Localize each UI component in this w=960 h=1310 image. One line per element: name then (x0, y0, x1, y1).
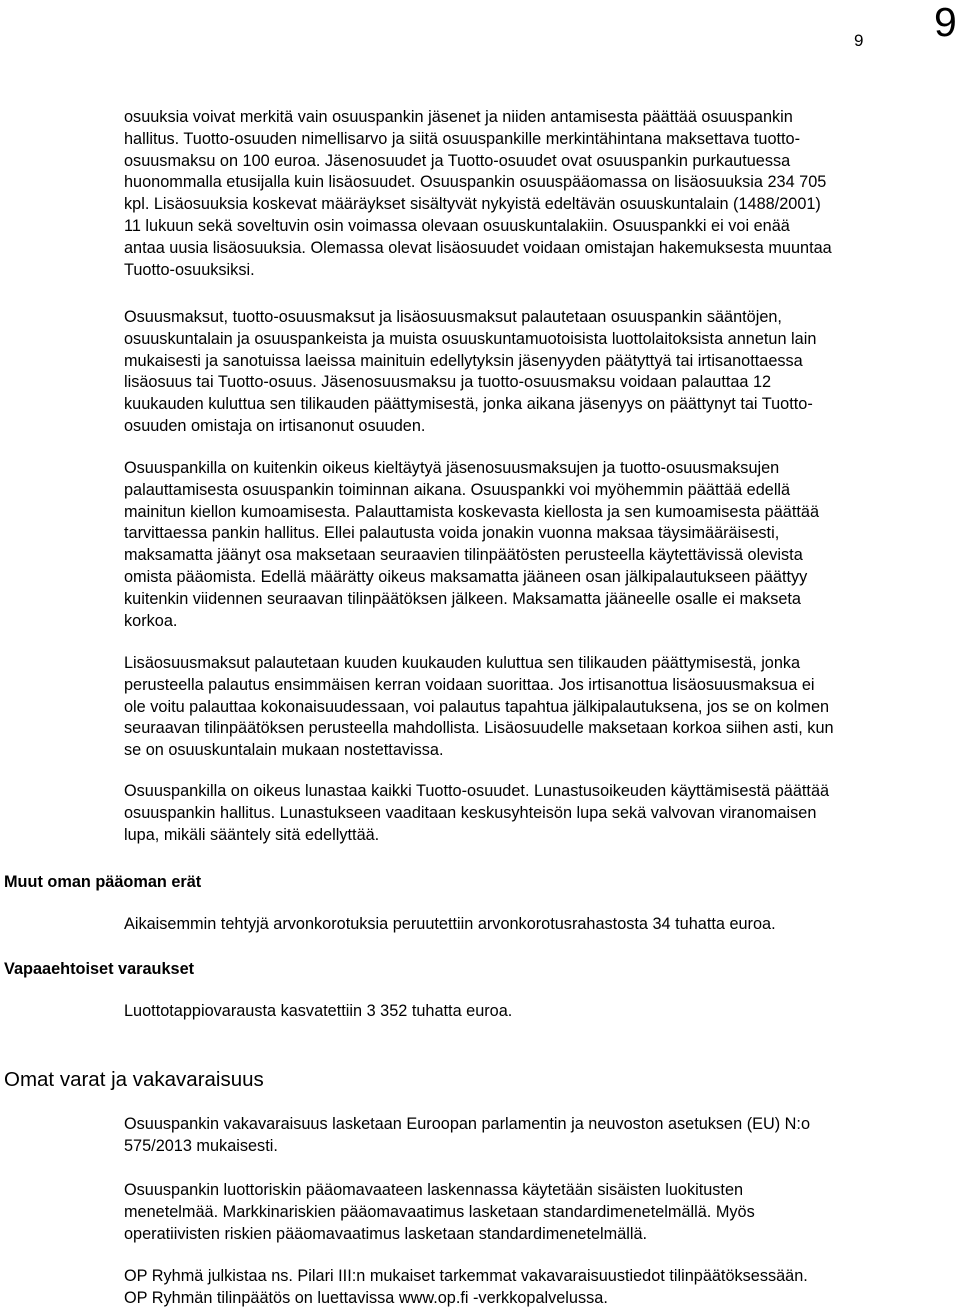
text-line: tarvittaessa pankin hallitus. Ellei palautusta voida jonakin vuonna maksaa täysimääräisesti, (124, 524, 780, 543)
text-line: OP Ryhmä julkistaa ns. Pilari III:n mukaiset tarkemmat vakavaraisuustiedot tilinpäätöksessään. (124, 1267, 808, 1285)
text-line: palauttamisesta osuuspankin toiminnan aikana. Osuuspankki voi myöhemmin päättää edellä (124, 480, 791, 499)
text-line: Tuotto-osuuksiksi. (124, 260, 255, 279)
text-line: Osuuspankin vakavaraisuus lasketaan Euroopan parlamentin ja neuvoston asetuksen (EU) N:o (124, 1115, 811, 1133)
text-line: OP Ryhmän tilinpäätös on luettavissa www.op.fi -verkkopalvelussa. (124, 1288, 608, 1307)
paragraph-pillar-three (124, 1266, 956, 1310)
text-line: Lisäosuusmaksut palautetaan kuuden kuukauden kuluttua sen tilikauden päättymisestä, jonka (124, 654, 801, 672)
paragraph-loan-loss-reserve (124, 1001, 956, 1023)
text-line: hallitus. Tuotto-osuuden nimellisarvo ja siitä osuuspankille merkintähintana maksettava tuotto- (124, 129, 801, 148)
paragraph-risk-methods (124, 1180, 956, 1245)
text-line: Osuuspankilla on oikeus lunastaa kaikki Tuotto-osuudet. Lunastusoikeuden käyttämisestä päättää (124, 782, 830, 800)
text-line: osuuden omistaja on irtisanonut osuuden. (124, 416, 426, 435)
text-line: lisäosuus tai Tuotto-osuus. Jäsenosuusmaksu ja tuotto-osuusmaksu voidaan palauttaa 12 (124, 373, 772, 392)
text-line: lupa, mikäli sääntely sitä edellyttää. (124, 825, 380, 844)
text-line: mainitun kiellon kumoamisesta. Palauttamista koskevasta kiellosta ja sen kumoamisesta päättää (124, 502, 820, 521)
page-number-small: 9 (854, 31, 864, 50)
paragraph-refusal-right (124, 458, 956, 632)
heading-other-equity: Muut oman pääoman erät (4, 873, 202, 891)
text-line: operatiivisten riskien pääomavaatimus lasketaan standardimenetelmällä. (124, 1224, 648, 1243)
text-line: osuuskuntalain ja osuuspankeista ja muista osuuskuntamuotoisista luottolaitoksista annetun lain (124, 329, 817, 348)
text-line: antaa uusia lisäosuuksia. Olemassa olevat lisäosuudet voidaan omistajan hakemuksesta muuntaa (124, 238, 832, 257)
heading-voluntary-reserves: Vapaaehtoiset varaukset (4, 960, 195, 978)
paragraph-additional-payments (124, 653, 956, 762)
text-line: osuusmaksu on 100 euroa. Jäsenosuudet ja Tuotto-osuudet ovat osuuspankin purkautuessa (124, 151, 791, 170)
paragraph-additional-shares (124, 107, 956, 281)
text-line: Osuusmaksut, tuotto-osuusmaksut ja lisäosuusmaksut palautetaan osuuspankin sääntöjen, (124, 308, 782, 326)
text-line: huonommalla etusijalla kuin lisäosuudet. Osuuspankin osuuspääomassa on lisäosuuksia 234 705 (124, 173, 827, 192)
text-line: 11 lukuun sekä soveltuvin osin voimassa olevaan osuuskuntalakiin. Osuuspankki ei voi enää (124, 216, 790, 235)
text-line: omista pääomista. Edellä määrätty oikeus maksamatta jääneen osan jälkipalautukseen päättyy (124, 567, 808, 586)
text-line: mukaisesti ja sanotuissa laeissa mainituin edellytyksin jäsenyyden päätyttyä tai irtisanottaessa (124, 351, 803, 370)
page-number-large: 9 (934, 0, 957, 45)
text-line: osuuspankin hallitus. Lunastukseen vaaditaan keskusyhteisön lupa sekä valvovan viranomaisen (124, 803, 817, 822)
paragraph-revaluations (124, 914, 956, 936)
text-line: Osuuspankin luottoriskin pääomavaateen laskennassa käytetään sisäisten luokitusten (124, 1181, 744, 1199)
text-line: osuuksia voivat merkitä vain osuuspankin jäsenet ja niiden antamisesta päättää osuuspankin (124, 108, 793, 126)
text-line: kuukauden kuluttua sen tilikauden päättymisestä, jonka aikana jäsenyys on päättynyt tai Tuotto- (124, 395, 813, 414)
text-line: se on osuuskuntalain mukaan nostettavissa. (124, 741, 444, 760)
text-line: korkoa. (124, 611, 178, 630)
heading-capital-adequacy: Omat varat ja vakavaraisuus (4, 1068, 264, 1091)
paragraph-repayment-rules (124, 307, 956, 438)
text-line: 575/2013 mukaisesti. (124, 1136, 278, 1155)
text-line: Luottotappiovarausta kasvatettiin 3 352 tuhatta euroa. (124, 1002, 513, 1020)
text-line: ole voitu palauttaa kokonaisuudessaan, voi palautus tapahtua jälkipalautuksena, jos se on kolmen (124, 697, 830, 716)
text-line: Osuuspankilla on kuitenkin oikeus kieltäytyä jäsenosuusmaksujen ja tuotto-osuusmaksujen (124, 459, 780, 477)
text-line: kuitenkin viidennen seuraavan tilinpäätöksen jälkeen. Maksamatta jääneelle osalle ei makseta (124, 589, 801, 608)
text-line: perusteella palautus ensimmäisen kerran voidaan suorittaa. Jos irtisanottua lisäosuusmaksua ei (124, 675, 815, 694)
paragraph-capital-regulation (124, 1114, 956, 1158)
text-line: kpl. Lisäosuuksia koskevat määräykset sisältyvät nykyistä edeltävän osuuskuntalain (1488/2001) (124, 195, 821, 214)
paragraph-redemption-right (124, 781, 956, 846)
text-line: Aikaisemmin tehtyjä arvonkorotuksia peruutettiin arvonkorotusrahastosta 34 tuhatta euroa. (124, 915, 776, 933)
text-line: maksamatta jäänyt osa maksetaan seuraavien tilinpäätösten perusteella käytettävissä olevista (124, 546, 803, 565)
text-line: seuraavan tilinpäätöksen perusteella mahdollista. Lisäosuudelle maksetaan korkoa siihen asti, kun (124, 719, 834, 738)
text-line: menetelmää. Markkinariskien pääomavaatimus lasketaan standardimenetelmällä. Myös (124, 1202, 755, 1221)
